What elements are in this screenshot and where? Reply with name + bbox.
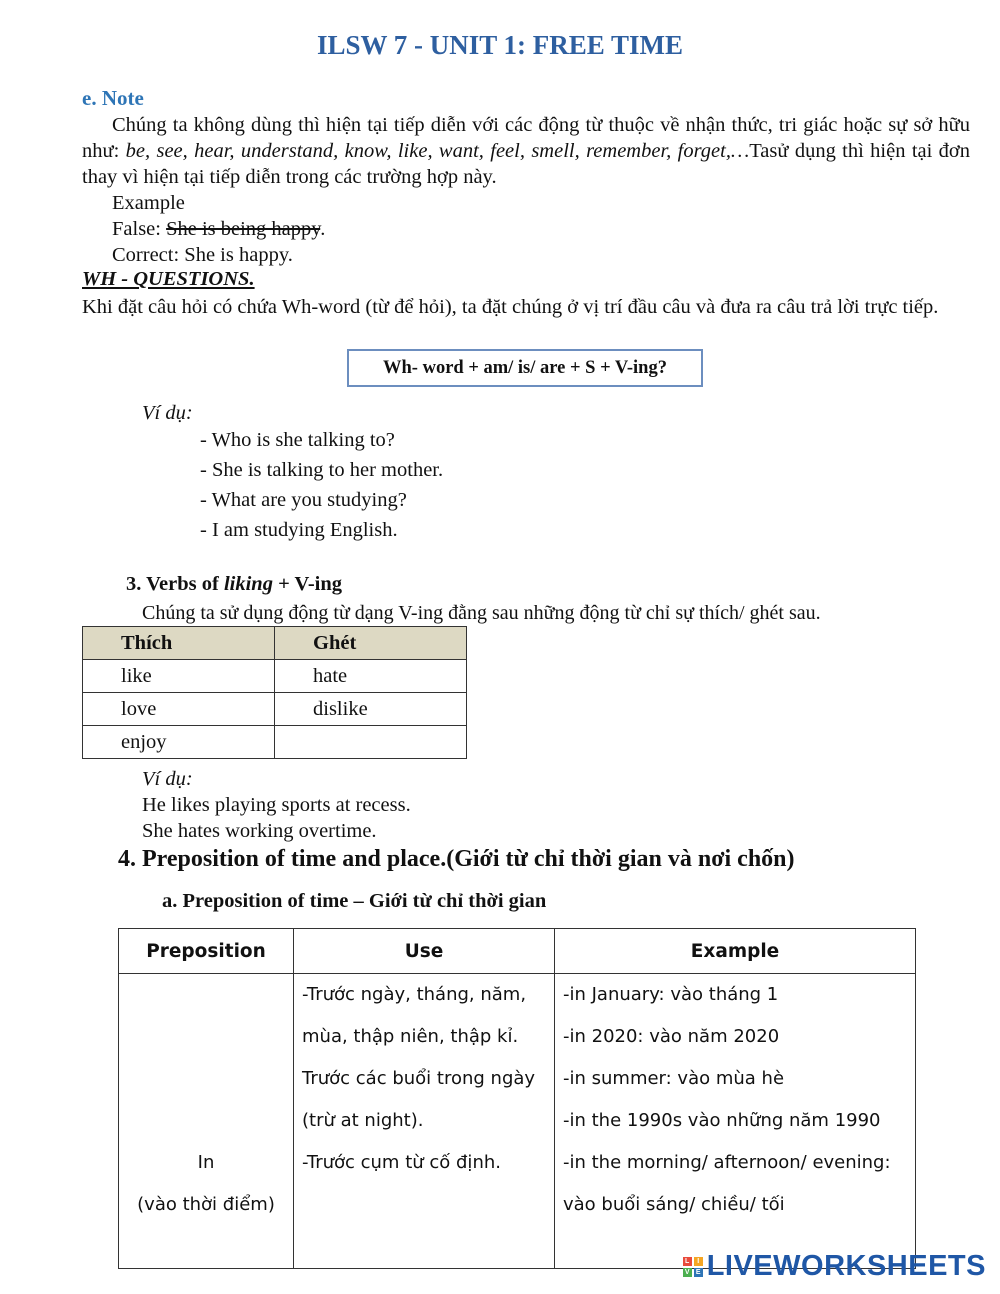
table-row [83,660,467,693]
table-header-row [119,929,916,974]
verbs-liking-paragraph: Chúng ta sử dụng động từ dạng V-ing đằng sau những động từ chỉ sự thích/ ghét sau. [142,602,821,624]
use-line: (trừ at night). [302,1110,424,1131]
logo-mark-letter: V [683,1268,692,1277]
note-heading: e. Note [82,86,144,110]
note-paragraph [82,112,970,190]
page-title: ILSW 7 - UNIT 1: FREE TIME [316,30,684,60]
example-line: -in the 1990s vào những năm 1990 [563,1110,881,1131]
use-line: -Trước cụm từ cố định. [302,1152,501,1173]
note-verbs: be, see, hear, understand, know, like, want, feel, smell, remember, forget,… [125,140,750,162]
table-row [83,693,467,726]
use-line: Trước các buổi trong ngày [302,1068,536,1089]
note-text-end: Tasử dụng thì hiện tại đơn thay vì hiện tại tiếp diễn trong các trường hợp này. [82,140,970,188]
wh-heading: WH - QUESTIONS. [82,268,255,290]
table-header: Preposition [119,929,294,974]
preposition-meaning: (vào thời điểm) [137,1194,275,1215]
logo-mark-letter: L [683,1257,692,1266]
preposition-word: In [197,1152,215,1173]
wh-paragraph: Khi đặt câu hỏi có chứa Wh-word (từ để hỏi), ta đặt chúng ở vị trí đầu câu và đưa ra câu trả lời trực tiếp. [82,296,939,318]
wh-example: - I am studying English. [200,519,398,541]
use-cell [294,974,555,1269]
logo-mark-icon [683,1257,703,1277]
table-cell: dislike [275,693,467,726]
table-header: Thích [83,627,275,660]
wh-formula-box: Wh- word + am/ is/ are + S + V-ing? [347,349,703,387]
liking-example-label: Ví dụ: [142,768,193,790]
heading-part: 3. Verbs of [126,573,224,595]
verbs-liking-heading [126,573,342,596]
table-cell [275,726,467,759]
heading-part-italic: liking [223,573,273,595]
table-header: Example [555,929,916,974]
preposition-cell [119,974,294,1269]
logo-mark-letter: E [694,1268,703,1277]
like-hate-table [82,626,467,759]
wh-example: - Who is she talking to? [200,429,395,451]
table-row [83,726,467,759]
example-line: -in 2020: vào năm 2020 [563,1026,780,1047]
false-end: . [320,218,326,240]
table-header: Ghét [275,627,467,660]
example-line: -in summer: vào mùa hè [563,1068,785,1089]
wh-example: - What are you studying? [200,489,407,511]
liking-example: She hates working overtime. [142,820,377,842]
wh-example-label: Ví dụ: [142,402,193,424]
use-line: mùa, thập niên, thập kỉ. [302,1026,519,1047]
note-example-label: Example [112,192,185,214]
note-text-start: Chúng ta không dùng thì hiện tại tiếp diễn với các động từ thuộc về nhận thức, tri giác hoặc sự sở hữu như: [82,114,970,162]
prepositions-heading: 4. Preposition of time and place.(Giới từ chỉ thời gian và nơi chốn) [118,846,795,872]
logo-text: LIVEWORKSHEETS [706,1250,986,1282]
example-line: -in the morning/ afternoon/ evening: [563,1152,891,1173]
heading-part: + V-ing [272,573,342,595]
table-cell: hate [275,660,467,693]
false-label: False: [112,218,167,240]
example-cell [555,974,916,1269]
wh-example: - She is talking to her mother. [200,459,444,481]
table-header: Use [294,929,555,974]
table-cell: like [83,660,275,693]
liking-example: He likes playing sports at recess. [142,794,411,816]
use-line: -Trước ngày, tháng, năm, [302,984,527,1005]
false-sentence: She is being happy [166,218,321,240]
example-line: vào buổi sáng/ chiều/ tối [563,1194,785,1215]
prepositions-time-heading: a. Preposition of time – Giới từ chỉ thời gian [162,890,547,912]
logo-mark-letter: I [694,1257,703,1266]
note-correct-line: Correct: She is happy. [112,244,293,266]
table-row [119,974,916,1269]
table-header-row [83,627,467,660]
liveworksheets-logo[interactable] [683,1250,986,1283]
table-cell: enjoy [83,726,275,759]
note-false-line [112,216,325,242]
preposition-time-table [118,928,916,1269]
example-line: -in January: vào tháng 1 [563,984,779,1005]
table-cell: love [83,693,275,726]
